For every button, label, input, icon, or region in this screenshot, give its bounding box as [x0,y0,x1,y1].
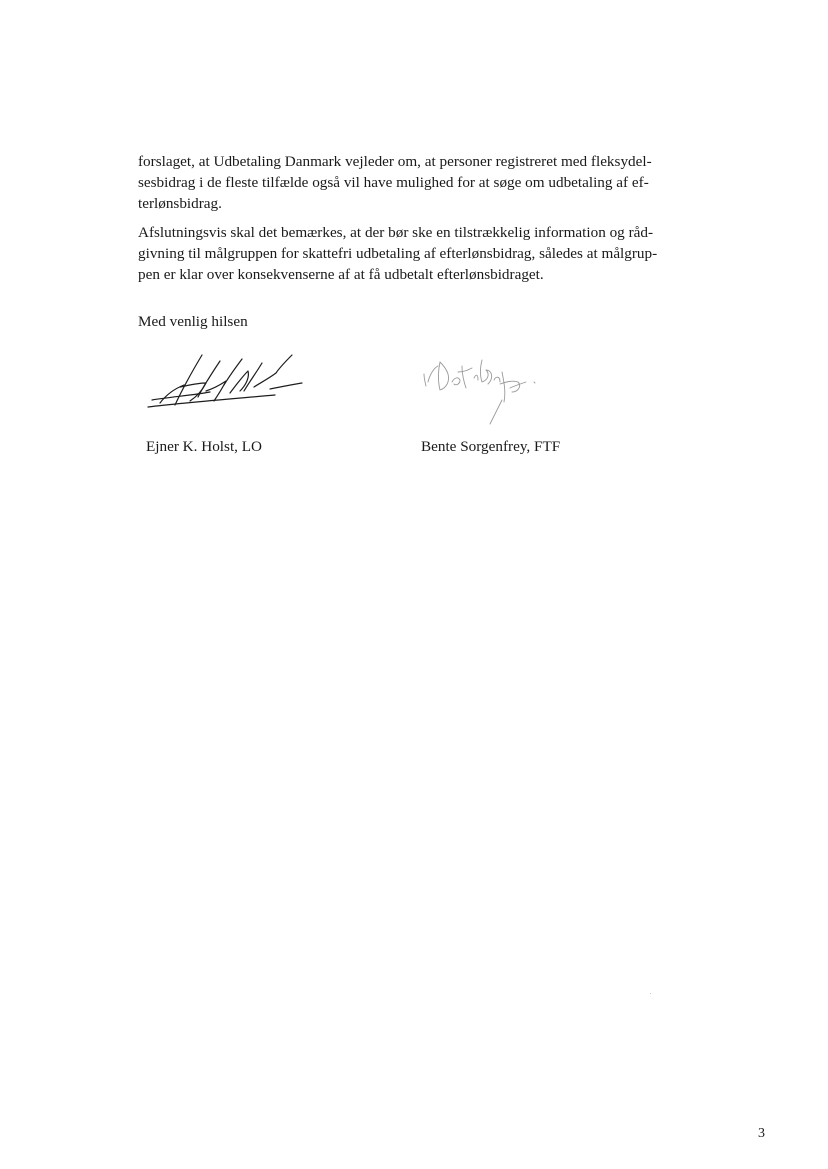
signatory-name-left: Ejner K. Holst, LO [146,438,262,455]
closing-salutation: Med venlig hilsen [138,313,248,330]
paragraph-1 [138,151,698,214]
page-number: 3 [758,1126,765,1141]
paragraph-line: Afslutningsvis skal det bemærkes, at der bør ske en tilstrækkelig information og råd- [138,224,654,241]
signatory-name-right: Bente Sorgenfrey, FTF [421,438,561,455]
paragraph-line: terlønsbidrag. [138,195,222,212]
signature-left [140,345,310,417]
letter-body [138,151,698,293]
scan-speck [650,993,651,994]
paragraph-line: pen er klar over konsekvenserne af at få udbetalt efterlønsbidraget. [138,266,544,283]
paragraph-line: sesbidrag i de fleste tilfælde også vil have mulighed for at søge om udbetaling af ef- [138,174,649,191]
paragraph-2 [138,222,698,285]
paragraph-line: givning til målgruppen for skattefri udbetaling af efterlønsbidrag, således at målgrup- [138,245,658,262]
paragraph-line: forslaget, at Udbetaling Danmark vejleder om, at personer registreret med fleksydel- [138,153,652,170]
signature-right [418,352,543,430]
